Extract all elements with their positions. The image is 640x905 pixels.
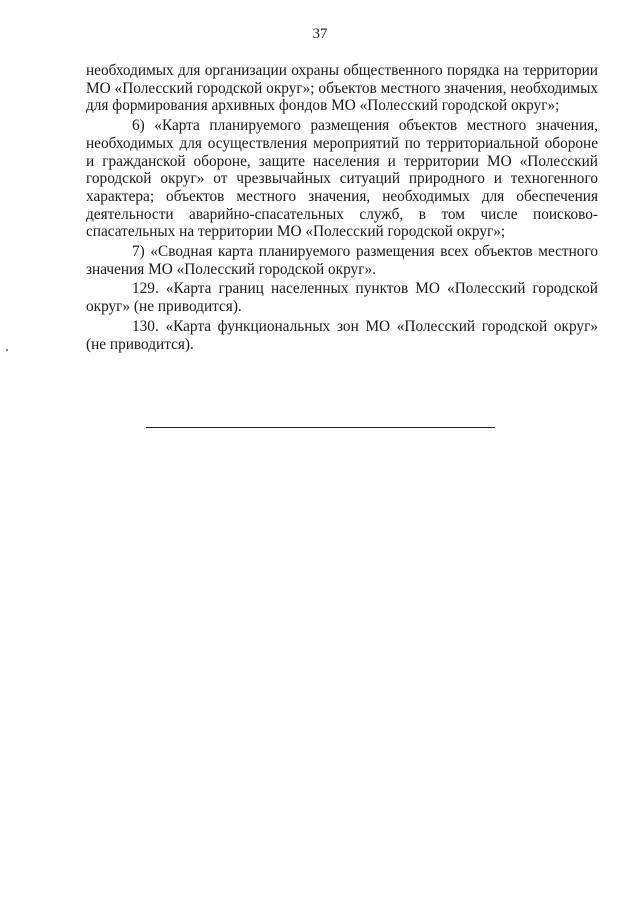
paragraph-item-129: 129. «Карта границ населенных пунктов МО «Полесский городской округ» (не приводится). xyxy=(86,280,598,316)
scan-artifact-dot xyxy=(6,349,8,351)
end-of-text-rule xyxy=(146,427,495,428)
page-number: 37 xyxy=(312,26,328,42)
paragraph-item-6: 6) «Карта планируемого размещения объектов местного значения, необходимых для осуществления мероприятий по территориальной обороне и гражданской обороне, защите населения и территории МО «Полесский городской округ» от чрезвычайных ситуаций природного и техногенного характера; объектов местного значения, необходимых для обеспечения деятельности аварийно-спасательных служб, в том числе поисково-спасательных на территории МО «Полесский городской округ»; xyxy=(86,117,598,241)
paragraph-item-7: 7) «Сводная карта планируемого размещения всех объектов местного значения МО «Полесский городской округ». xyxy=(86,243,598,278)
document-body xyxy=(86,62,598,353)
paragraph-item-130: 130. «Карта функциональных зон МО «Полесский городской округ» (не приводится). xyxy=(86,317,598,353)
paragraph-continuation: необходимых для организации охраны общественного порядка на территории МО «Полесский городской округ»; объектов местного значения, необходимых для формирования архивных фондов МО «Полесский городской округ»; xyxy=(86,62,598,115)
